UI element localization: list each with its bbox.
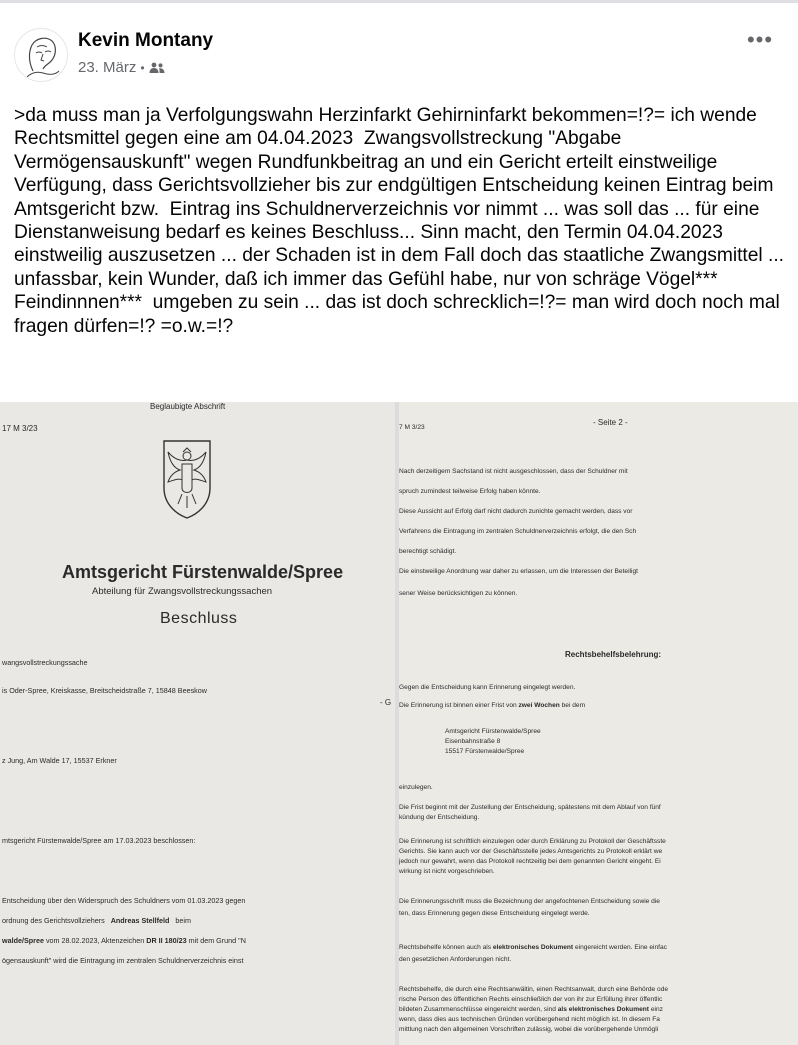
doc-line: jedoch nur gewahrt, wenn das Protokoll rechtzeitig bei dem genannten Gericht eingeht. Ei [399, 858, 661, 865]
separator-dot: • [140, 60, 145, 75]
court-department: Abteilung für Zwangsvollstreckungssachen [92, 586, 273, 597]
doc-line: Die einstweilige Anordnung war daher zu erlassen, um die Interessen der Beteiligt [399, 568, 638, 575]
more-options-button[interactable]: ••• [746, 27, 774, 52]
decision-heading: Beschluss [160, 610, 238, 627]
doc-line: Entscheidung über den Widerspruch des Schuldners vom 01.03.2023 gegen [2, 896, 246, 905]
photo-grid [0, 402, 798, 1045]
doc-line: ögensauskunft" wird die Eintragung im zentralen Schuldnerverzeichnis einst [2, 956, 244, 965]
doc-line: Diese Aussicht auf Erfolg darf nicht dadurch zunichte gemacht werden, dass vor [399, 508, 633, 515]
top-divider [0, 0, 798, 3]
doc-line: wangsvollstreckungssache [2, 658, 88, 667]
doc-line: mittlung nach den allgemeinen Vorschriften zulässig, wobei die vorübergehende Unmögli [399, 1026, 659, 1033]
doc-line: Gegen die Entscheidung kann Erinnerung eingelegt werden. [399, 684, 576, 691]
brandenburg-eagle-crest-icon [160, 438, 214, 520]
doc-line: rische Person des öffentlichen Rechts einschließlich der von ihr zur Erfüllung ihrer öffentlic [399, 996, 663, 1003]
court-address-line: 15517 Fürstenwalde/Spree [445, 748, 525, 755]
doc-line: Rechtsbehelfe können auch als elektronisches Dokument eingereicht werden. Eine einfac [399, 944, 667, 951]
post-text: >da muss man ja Verfolgungswahn Herzinfarkt Gehirninfarkt bekommen=!?= ich wende Rechtsmittel gegen eine am 04.04.2023 Zwangsvollstreckung "Abgabe Vermögensauskunft" wegen Rundfunkbeitrag an und ein Gericht erteilt einstweilige Verfügung, dass Gerichtsvollzieher bis zur endgültigen Entscheidung keinen Eintrag beim Amtsgericht bzw. Eintrag ins Schuldnerverzeichnis vor nimmt ... was soll das ... für eine Dienstanweisung bedarf es keines Beschluss... Sinn macht, den Termin 04.04.2023 einstweilig auszusetzen ... der Schaden ist in dem Fall doch das staatliche Zwangsmittel ... unfassbar, kein Wunder, daß ich immer das Gefühl habe, nur von schräge Vögel*** Feindinnnen*** umgeben zu sein ... das ist doch schrecklich=!?= man wird doch noch mal fragen dürfen=!? =o.w.=!? [14, 105, 790, 337]
doc-line: Verfahrens die Eintragung im zentralen Schuldnerverzeichnis erfolgt, die den Sch [399, 528, 637, 535]
doc-line: Rechtsbehelfe, die durch eine Rechtsanwältin, einen Rechtsanwalt, durch eine Behörde ode [399, 986, 669, 993]
doc-line: sener Weise berücksichtigen zu können. [399, 590, 518, 597]
doc-line: Die Frist beginnt mit der Zustellung der Entscheidung, spätestens mit dem Ablauf von fünf [399, 804, 661, 811]
doc-line: wirkung ist nicht vorgeschrieben. [399, 868, 495, 875]
doc-line: kündung der Entscheidung. [399, 814, 480, 821]
doc-line: - G [380, 698, 392, 707]
avatar[interactable] [14, 28, 68, 82]
doc-line: Die Erinnerungsschrift muss die Bezeichnung der angefochtenen Entscheidung sowie die [399, 898, 660, 905]
doc-line: ten, dass Erinnerung gegen diese Entscheidung eingelegt werde. [399, 910, 590, 917]
doc-line: berechtigt schädigt. [399, 548, 457, 555]
doc-line: Gerichts. Sie kann auch vor der Geschäftsstelle jedes Amtsgerichts zu Protokoll erklärt we [399, 848, 663, 855]
doc-line: einzulegen. [399, 784, 433, 791]
doc-line: wenn, dass dies aus technischen Gründen vorübergehend nicht möglich ist. In diesem Fa [399, 1016, 660, 1023]
friends-icon[interactable] [149, 62, 165, 74]
doc-line: Nach derzeitigem Sachstand ist nicht ausgeschlossen, dass der Schuldner mit [399, 468, 628, 475]
post-meta [78, 59, 165, 76]
file-number: 17 M 3/23 [2, 424, 38, 433]
court-address-line: Amtsgericht Fürstenwalde/Spree [445, 728, 541, 735]
court-name: Amtsgericht Fürstenwalde/Spree [62, 562, 344, 582]
doc-line: Die Erinnerung ist schriftlich einzulegen oder durch Erklärung zu Protokoll der Geschäftsste [399, 838, 666, 845]
doc-line: z Jung, Am Walde 17, 15537 Erkner [2, 756, 117, 765]
doc-line: mtsgericht Fürstenwalde/Spree am 17.03.2023 beschlossen: [2, 836, 196, 845]
page-number: - Seite 2 - [593, 418, 628, 427]
post-header [14, 24, 784, 84]
doc-line: walde/Spree vom 28.02.2023, Aktenzeichen DR II 180/23 mit dem Grund "N [2, 936, 246, 945]
avatar-sketch-icon [15, 29, 68, 82]
doc-line: spruch zumindest teilweise Erfolg haben könnte. [399, 488, 541, 495]
doc-line: bildeten Zusammenschlüsse eingereicht werden, sind als elektronisches Dokument einz [399, 1006, 663, 1013]
doc-line: Die Erinnerung ist binnen einer Frist von zwei Wochen bei dem [399, 702, 586, 709]
file-number: 7 M 3/23 [399, 424, 425, 431]
photo-court-decision-page-1[interactable] [0, 402, 395, 1045]
doc-line: is Oder-Spree, Kreiskasse, Breitscheidstraße 7, 15848 Beeskow [2, 686, 207, 695]
author-name[interactable]: Kevin Montany [78, 30, 214, 51]
photo-court-decision-page-2[interactable] [399, 402, 798, 1045]
doc-line: den gesetzlichen Anforderungen nicht. [399, 956, 512, 963]
doc-line: ordnung des Gerichtsvollziehers Andreas Stellfeld beim [2, 916, 191, 925]
post-date[interactable]: 23. März [78, 59, 137, 76]
legal-remedy-heading: Rechtsbehelfsbelehrung: [565, 650, 662, 659]
certified-copy-stamp: Beglaubigte Abschrift [150, 402, 226, 411]
court-address-line: Eisenbahnstraße 8 [445, 738, 501, 745]
